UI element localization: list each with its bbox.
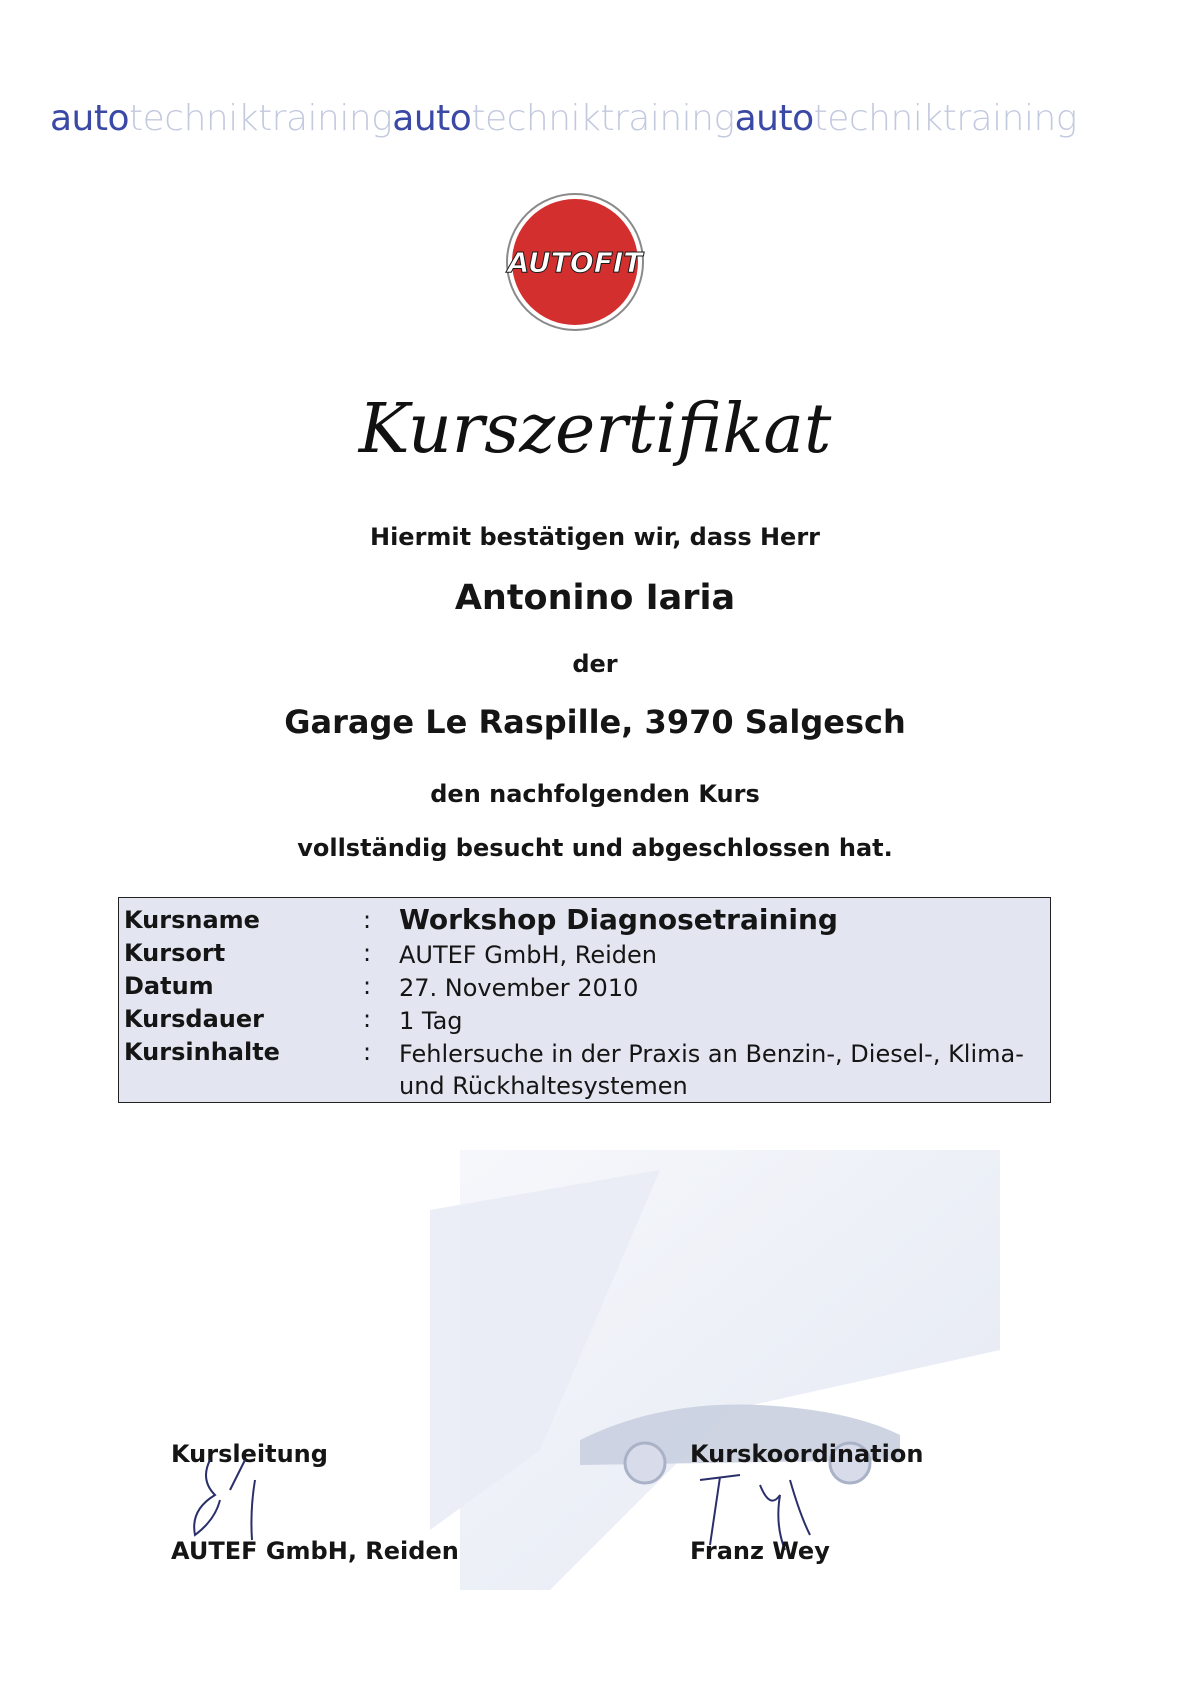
- course-separator: :: [363, 972, 372, 1000]
- course-separator: :: [363, 1038, 372, 1066]
- participant-name: Antonino Iaria: [454, 578, 736, 618]
- banner-techniktraining: techniktraining: [129, 98, 393, 139]
- intro-text: Hiermit bestätigen wir, dass Herr: [369, 523, 820, 551]
- company-name: Garage Le Raspille, 3970 Salgesch: [284, 703, 906, 741]
- course-value: Fehlersuche in der Praxis an Benzin-, Diesel-, Klima- und Rückhaltesystemen: [399, 1040, 1024, 1100]
- course-label: Kursinhalte: [124, 1038, 280, 1066]
- course-separator: :: [363, 939, 372, 967]
- course-lead-value: AUTEF GmbH, Reiden: [171, 1537, 459, 1565]
- course-separator: :: [363, 906, 372, 934]
- course-value: 1 Tag: [399, 1007, 463, 1035]
- signature-left: [170, 1440, 300, 1550]
- certificate-title: Kurszertifikat: [358, 390, 832, 469]
- statement-line-2: vollständig besucht und abgeschlossen hat.: [297, 834, 893, 862]
- course-label: Datum: [124, 972, 214, 1000]
- banner-auto: auto: [392, 98, 472, 139]
- course-value: Workshop Diagnosetraining: [399, 903, 838, 936]
- course-details-box: [118, 897, 1051, 1103]
- banner-auto: auto: [734, 98, 814, 139]
- header-banner: [50, 98, 1150, 139]
- course-value: 27. November 2010: [399, 974, 639, 1002]
- course-value: AUTEF GmbH, Reiden: [399, 941, 657, 969]
- connector-text: der: [572, 650, 618, 678]
- course-label: Kursort: [124, 939, 226, 967]
- course-label: Kursname: [124, 906, 260, 934]
- banner-auto: auto: [50, 98, 130, 139]
- statement-line-1: den nachfolgenden Kurs: [430, 780, 760, 808]
- autofit-logo: [505, 192, 645, 332]
- course-lead-label: Kursleitung: [171, 1440, 328, 1468]
- logo-text: AUTOFIT: [507, 246, 643, 279]
- banner-techniktraining: techniktraining: [813, 98, 1077, 139]
- coordination-value: Franz Wey: [690, 1537, 830, 1565]
- course-label: Kursdauer: [124, 1005, 264, 1033]
- banner-techniktraining: techniktraining: [471, 98, 735, 139]
- course-separator: :: [363, 1005, 372, 1033]
- coordination-label: Kurskoordination: [690, 1440, 924, 1468]
